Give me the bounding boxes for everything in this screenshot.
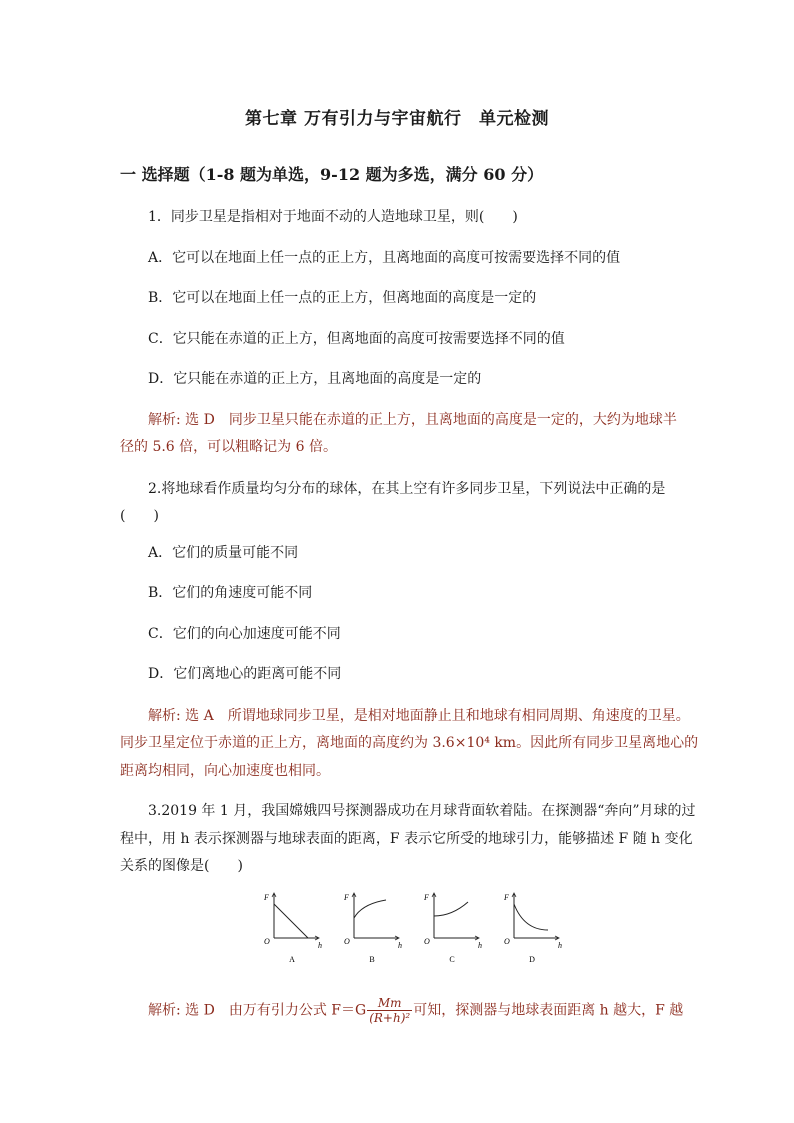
question-2-option-b: B．它们的角速度可能不同 (148, 585, 313, 601)
graph-b (343, 893, 402, 964)
question-1-option-c: C．它只能在赤道的正上方，但离地面的高度可按需要选择不同的值 (148, 331, 565, 347)
y-axis-label: F (264, 893, 269, 902)
curve (274, 904, 308, 938)
question-3-answer-line-1 (148, 996, 683, 1025)
answer-suffix: 可知，探测器与地球表面距离 h 越大，F 越 (413, 1002, 684, 1019)
graph-label: A (289, 955, 295, 964)
question-2-stem-line-2: ( ) (120, 508, 159, 524)
question-1-answer-line-2: 径的 5.6 倍，可以粗略记为 6 倍。 (120, 439, 337, 455)
question-2-answer-line-1: 解析: 选 A 所谓地球同步卫星，是相对地面静止且和地球有相同周期、角速度的卫星。 (148, 708, 690, 724)
question-1-option-b: B．它可以在地面上任一点的正上方，但离地面的高度是一定的 (148, 290, 537, 306)
answer-prefix: 解析: 选 D 由万有引力公式 F＝G (148, 1002, 367, 1019)
origin-label: O (344, 937, 350, 946)
graph-label: C (449, 955, 455, 964)
x-axis-label: h (398, 941, 402, 950)
question-2-option-d: D．它们离地心的距离可能不同 (148, 666, 342, 682)
document-title: 第七章 万有引力与宇宙航行 单元检测 (245, 109, 549, 129)
curve (514, 904, 548, 930)
question-2-answer-line-2: 同步卫星定位于赤道的正上方，离地面的高度约为 3.6×10⁴ km。因此所有同步卫星离地心的 (120, 735, 699, 751)
question-3-stem-line-1: 3.2019 年 1 月，我国嫦娥四号探测器成功在月球背面软着陆。在探测器“奔向”月球的过 (148, 803, 696, 819)
question-1-stem: 1．同步卫星是指相对于地面不动的人造地球卫星，则( ) (148, 209, 518, 225)
graph-label: B (369, 955, 375, 964)
origin-label: O (504, 937, 510, 946)
x-axis-label: h (558, 941, 562, 950)
question-2-option-a: A．它们的质量可能不同 (148, 545, 299, 561)
y-axis-label: F (344, 893, 349, 902)
graph-d (503, 893, 562, 964)
curve (354, 900, 386, 918)
origin-label: O (264, 937, 270, 946)
curve (434, 902, 468, 916)
graph-a (263, 893, 322, 964)
question-1-answer-line-1: 解析: 选 D 同步卫星只能在赤道的正上方，且离地面的高度是一定的，大约为地球半 (148, 412, 677, 428)
question-1-option-a: A．它可以在地面上任一点的正上方，且离地面的高度可按需要选择不同的值 (148, 250, 621, 266)
y-axis-label: F (424, 893, 429, 902)
origin-label: O (424, 937, 430, 946)
graph-label: D (529, 955, 535, 964)
graph-c (423, 893, 482, 964)
force-height-graphs-figure (258, 890, 562, 970)
question-1-option-d: D．它只能在赤道的正上方，且离地面的高度是一定的 (148, 371, 482, 387)
question-2-answer-line-3: 距离均相同，向心加速度也相同。 (120, 763, 330, 779)
x-axis-label: h (478, 941, 482, 950)
gravitation-fraction (367, 996, 412, 1025)
section-heading: 一 选择题（1-8 题为单选，9-12 题为多选，满分 60 分） (120, 165, 544, 184)
question-2-stem-line-1: 2.将地球看作质量均匀分布的球体，在其上空有许多同步卫星，下列说法中正确的是 (148, 481, 666, 497)
question-3-stem-line-2: 程中，用 h 表示探测器与地球表面的距离，F 表示它所受的地球引力，能够描述 F 随 h 变化 (120, 831, 693, 847)
question-2-option-c: C．它们的向心加速度可能不同 (148, 626, 341, 642)
fraction-denominator: (R+h)² (369, 1011, 411, 1025)
y-axis-label: F (504, 893, 509, 902)
x-axis-label: h (318, 941, 322, 950)
question-3-stem-line-3: 关系的图像是( ) (120, 858, 243, 874)
fraction-numerator: Mm (367, 996, 412, 1011)
